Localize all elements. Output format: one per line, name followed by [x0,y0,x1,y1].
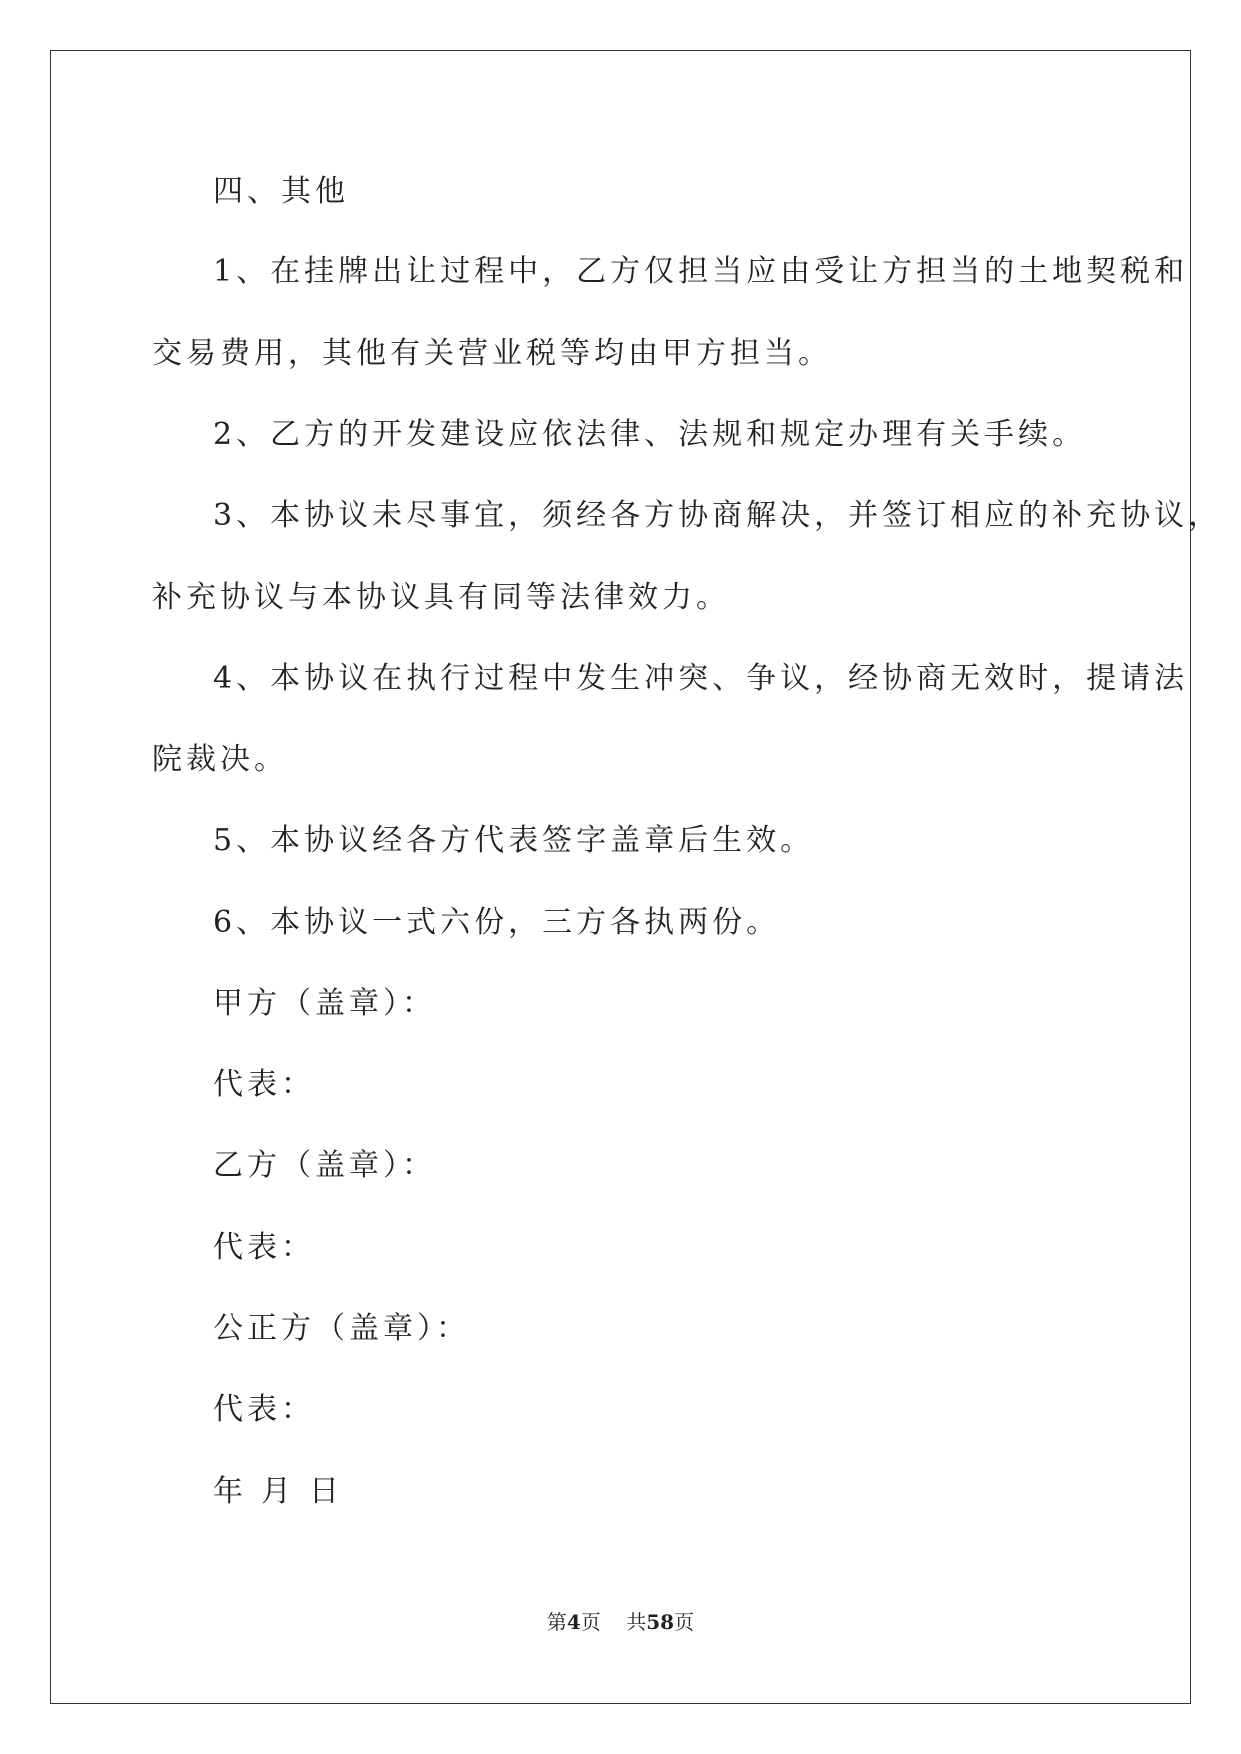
paragraph-line: 6、本协议一式六份，三方各执两份。 [213,905,781,940]
paragraph-line: 交易费用，其他有关营业税等均由甲方担当。 [152,336,832,371]
footer-prefix: 第 [546,1610,567,1634]
signature-representative: 代表： [213,1067,315,1102]
date-month: 月 [261,1474,295,1509]
footer-total-suffix: 页 [674,1610,695,1634]
footer-page-suffix: 页 [580,1610,601,1634]
paragraph-line: 2、乙方的开发建设应依法律、法规和规定办理有关手续。 [213,417,1087,452]
paragraph-line: 3、本协议未尽事宜，须经各方协商解决，并签订相应的补充协议， [213,498,1223,533]
section-heading: 四、其他 [213,174,349,209]
date-year: 年 [213,1474,247,1509]
paragraph-line: 补充协议与本协议具有同等法律效力。 [152,580,730,615]
paragraph-line: 4、本协议在执行过程中发生冲突、争议，经协商无效时，提请法 [213,661,1189,696]
signature-party-a: 甲方（盖章）： [213,986,436,1021]
signature-representative: 代表： [213,1230,315,1265]
current-page-number: 4 [566,1610,581,1634]
page-border [50,50,1191,1704]
signature-notary: 公正方（盖章）： [213,1311,470,1346]
signature-party-b: 乙方（盖章）： [213,1148,436,1183]
paragraph-line: 5、本协议经各方代表签字盖章后生效。 [213,823,815,858]
signature-date [213,1472,343,1512]
paragraph-line: 院裁决。 [152,742,288,777]
page-footer [0,1609,1241,1635]
total-page-count: 58 [646,1610,675,1634]
footer-total-prefix: 共 [626,1610,647,1634]
date-day: 日 [309,1474,343,1509]
signature-representative: 代表： [213,1392,315,1427]
paragraph-line: 1、在挂牌出让过程中，乙方仅担当应由受让方担当的土地契税和 [213,254,1189,289]
